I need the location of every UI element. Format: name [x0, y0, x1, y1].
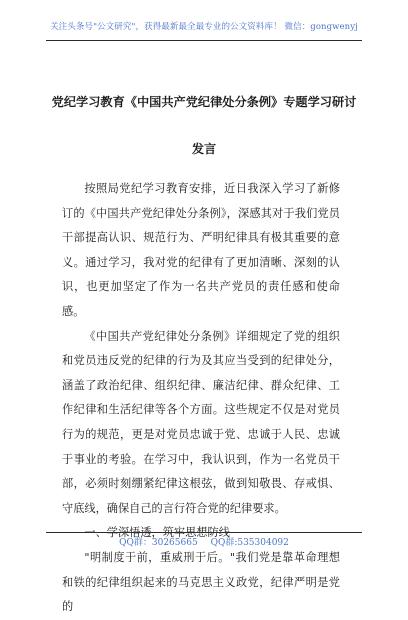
- document-title: 党纪学习教育《中国共产党纪律处分条例》专题学习研讨: [51, 95, 357, 109]
- document-title-continued: 发言: [191, 142, 217, 156]
- footer: [0, 535, 408, 548]
- footer-qq-group-1: QQ群：30265665: [119, 538, 198, 548]
- footer-divider: [46, 532, 362, 533]
- paragraph: 按照局党纪学习教育安排，近日我深入学习了新修订的《中国共产党纪律处分条例》，深感其对于我们党员干部提高认识、规范行为、严明纪律具有极其重要的意义。通过学习，我对党的纪律有了更加清晰、深刻的认识，也更加坚定了作为一名共产党员的责任感和使命感。: [62, 182, 340, 318]
- paragraph: "明制度于前，重威刑于后。"我们党是靠革命理想和铁的纪律组织起来的马克思主义政党，纪律严明是党的: [62, 550, 340, 614]
- header-notice: 关注头条号"公文研究"，获得最新最全最专业的公文资料库！ 微信：gongwenyj: [50, 22, 358, 32]
- document-body: [62, 177, 340, 620]
- header-divider: [46, 40, 362, 41]
- section-heading: 一、学深悟透，筑牢思想防线: [84, 526, 230, 540]
- paragraph: 《中国共产党纪律处分条例》详细规定了党的组织和党员违反党的纪律的行为及其应当受到的纪律处分，涵盖了政治纪律、组织纪律、廉洁纪律、群众纪律、工作纪律和生活纪律等各个方面。这些规定不仅是对党员行为的规范，更是对党员忠诚于党、忠诚于人民、忠诚于事业的考验。在学习中，我认识到，作为一名党员干部，必须时刻绷紧纪律这根弦，做到知敬畏、存戒惧、守底线，确保自己的言行符合党的纪律要求。: [62, 329, 340, 515]
- footer-qq-group-2: QQ群:535304092: [210, 538, 289, 548]
